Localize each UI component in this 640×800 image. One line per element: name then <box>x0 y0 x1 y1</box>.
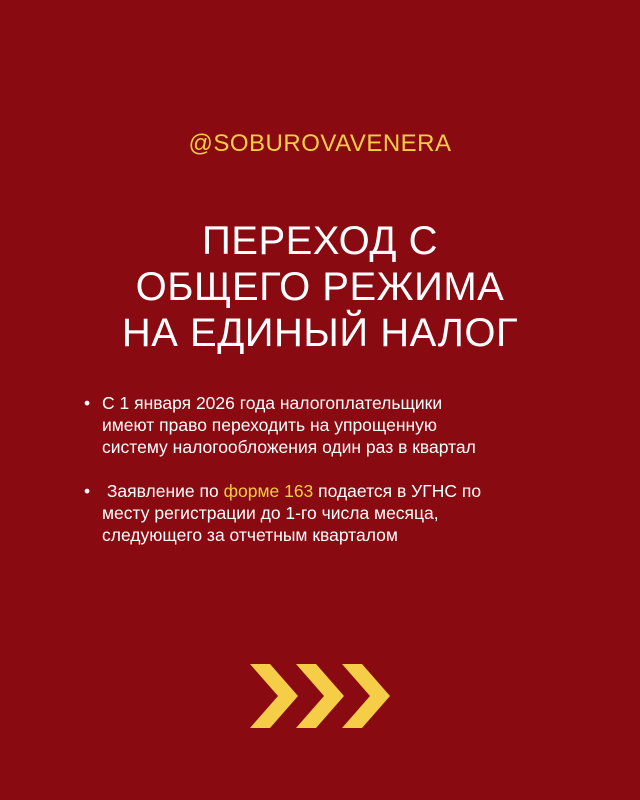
chevron-right-icon <box>296 664 344 728</box>
title-line: ПЕРЕХОД С <box>202 219 438 263</box>
chevron-right-icon <box>250 664 298 728</box>
bullet-marker: • <box>84 393 91 413</box>
bullet-line: месту регистрации до 1-го числа месяца, <box>102 503 439 523</box>
chevron-right-icon <box>342 664 390 728</box>
bullet-list <box>84 392 564 568</box>
bullet-text: Заявление по <box>102 481 224 501</box>
list-item <box>84 480 564 546</box>
title-line: ОБЩЕГО РЕЖИМА <box>135 265 505 309</box>
bullet-text: подается в УГНС по <box>313 481 482 501</box>
form-highlight: форме 163 <box>223 481 314 501</box>
page-title <box>0 218 640 356</box>
author-handle: @SOBUROVAVENERA <box>188 130 452 157</box>
bullet-marker: • <box>84 481 91 501</box>
list-item <box>84 392 564 458</box>
bullet-line: систему налогообложения один раз в квартал <box>102 437 476 457</box>
triple-chevron-right-icon <box>250 660 390 732</box>
bullet-line: имеют право переходить на упрощенную <box>102 415 438 435</box>
title-line: НА ЕДИНЫЙ НАЛОГ <box>121 311 519 355</box>
bullet-line: следующего за отчетным кварталом <box>102 525 398 545</box>
bullet-line: С 1 января 2026 года налогоплательщики <box>102 393 443 413</box>
